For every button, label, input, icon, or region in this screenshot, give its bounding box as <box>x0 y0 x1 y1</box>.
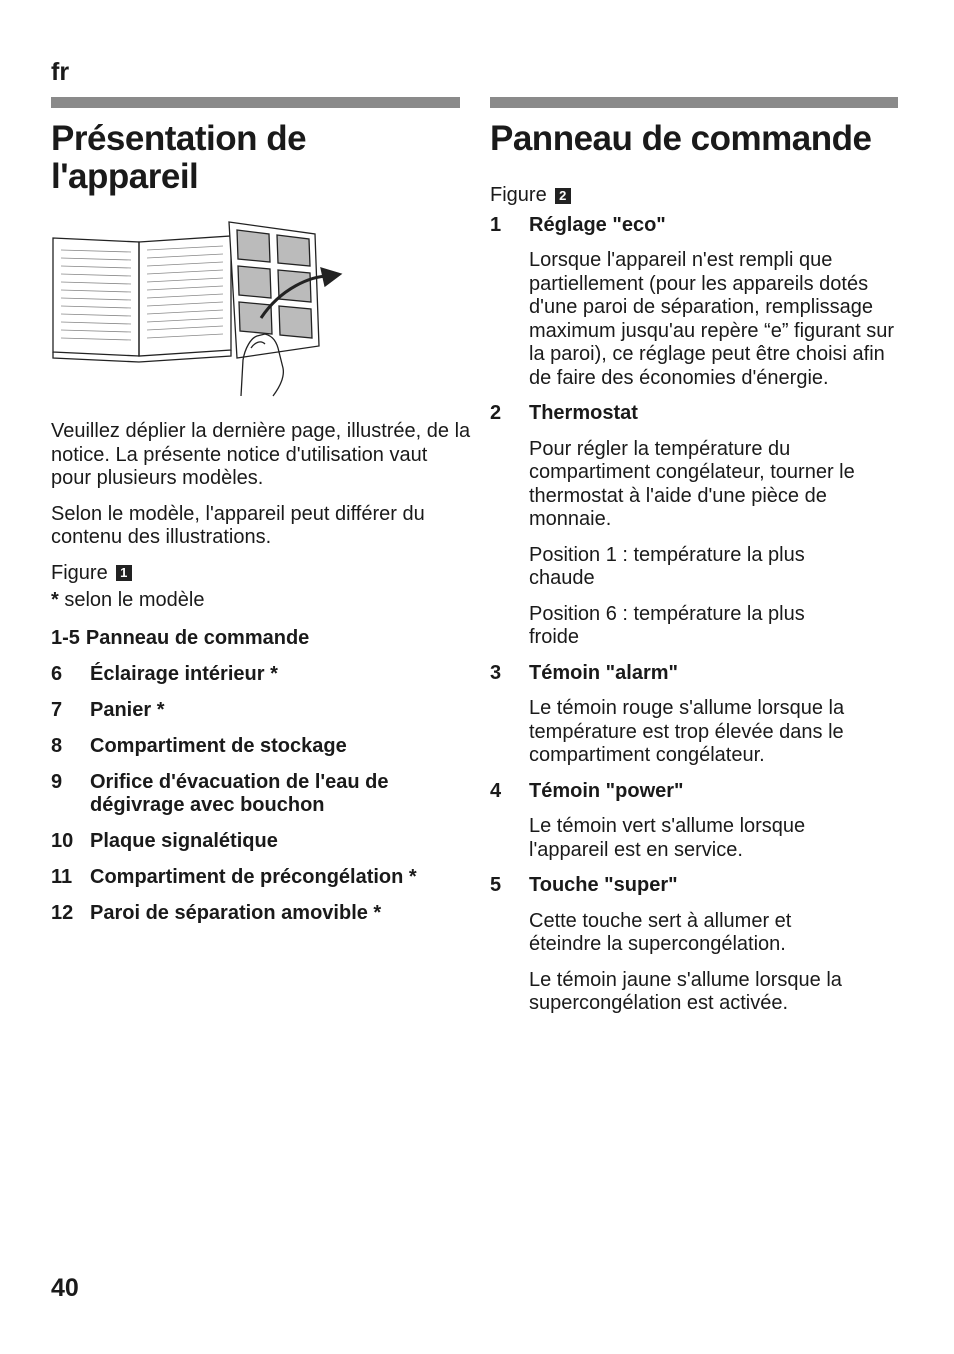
section-title-presentation: Présentation de l'appareil <box>51 119 307 196</box>
item-label: Éclairage intérieur * <box>90 662 278 685</box>
list-item <box>51 902 471 926</box>
section-title-control-panel: Panneau de commande <box>490 119 872 158</box>
item-label: Compartiment de précongélation * <box>90 866 417 888</box>
model-variation-paragraph: Selon le modèle, l'appareil peut différer du contenu des illustrations. <box>51 502 425 548</box>
intro-paragraph: Veuillez déplier la dernière page, illustrée, de la notice. La présente notice d'utilisation vaut pour plusieurs modèles. <box>51 420 471 489</box>
control-description: Le témoin jaune s'allume lorsque la supercongélation est activée. <box>529 968 842 1014</box>
control-description: Cette touche sert à allumer et éteindre la supercongélation. <box>529 909 792 955</box>
control-description: Le témoin rouge s'allume lorsque la température est trop élevée dans le compartiment congélateur. <box>529 697 845 766</box>
control-heading-eco <box>490 214 910 238</box>
item-label: Compartiment de stockage <box>90 734 347 757</box>
footnote-text: selon le modèle <box>58 589 205 611</box>
control-heading-alarm <box>490 662 910 686</box>
control-description: Pour régler la température du compartiment congélateur, tourner le thermostat à l'aide d'une pièce de monnaie. <box>529 437 855 530</box>
figure-label: Figure <box>490 184 547 206</box>
item-label: Plaque signalétique <box>90 830 278 852</box>
left-column <box>51 420 471 938</box>
control-number: 3 <box>490 661 502 684</box>
list-item <box>51 735 471 759</box>
item-number: 12 <box>51 902 74 924</box>
figure-label: Figure <box>51 561 108 584</box>
control-description: Position 6 : température la plus froide <box>529 602 805 648</box>
control-number: 2 <box>490 402 502 424</box>
list-item <box>51 771 471 818</box>
figure-reference <box>490 184 910 208</box>
item-label: Orifice d'évacuation de l'eau de dégivrage avec bouchon <box>90 770 389 816</box>
list-item <box>51 663 471 687</box>
item-number: 11 <box>51 866 73 888</box>
control-description: Lorsque l'appareil n'est rempli que partiellement (pour les appareils dotés d'une paroi de séparation, remplissage maximum jusqu'au repère “e” figurant sur la paroi), ce réglage peut être choisi afin de faire des économies d'énergie. <box>529 249 895 389</box>
right-column <box>490 184 910 1028</box>
figure-number-badge: 1 <box>116 565 132 581</box>
list-item <box>51 830 471 854</box>
control-number: 1 <box>490 213 502 236</box>
control-heading-thermostat <box>490 402 910 426</box>
control-label: Thermostat <box>529 402 638 424</box>
control-label: Réglage "eco" <box>529 213 666 236</box>
control-description: Position 1 : température la plus chaude <box>529 543 805 589</box>
language-tag: fr <box>51 58 70 86</box>
item-number: 9 <box>51 770 63 793</box>
control-number: 5 <box>490 874 502 896</box>
control-heading-power <box>490 780 910 804</box>
control-label: Témoin "power" <box>529 779 684 802</box>
list-item <box>51 866 471 890</box>
item-number: 8 <box>51 734 63 757</box>
control-description: Le témoin vert s'allume lorsque l'appareil est en service. <box>529 815 806 861</box>
control-number: 4 <box>490 779 502 802</box>
page-number: 40 <box>51 1274 79 1302</box>
figure-reference <box>51 562 471 586</box>
section-rule-left <box>51 97 460 108</box>
item-number: 7 <box>51 698 63 721</box>
fold-out-page-illustration <box>51 218 346 403</box>
control-heading-super <box>490 874 910 898</box>
section-rule-right <box>490 97 898 108</box>
item-number: 6 <box>51 662 63 685</box>
control-label: Touche "super" <box>529 874 678 896</box>
item-label: Paroi de séparation amovible * <box>90 902 382 924</box>
item-number: 10 <box>51 830 74 852</box>
list-item <box>51 627 471 651</box>
footnote-star: * <box>51 589 59 611</box>
footnote <box>51 589 471 613</box>
item-number: 1-5 <box>51 626 80 649</box>
control-label: Témoin "alarm" <box>529 661 679 684</box>
item-label: Panier * <box>90 698 165 721</box>
item-label: Panneau de commande <box>85 626 310 649</box>
figure-number-badge: 2 <box>555 188 571 204</box>
list-item <box>51 699 471 723</box>
